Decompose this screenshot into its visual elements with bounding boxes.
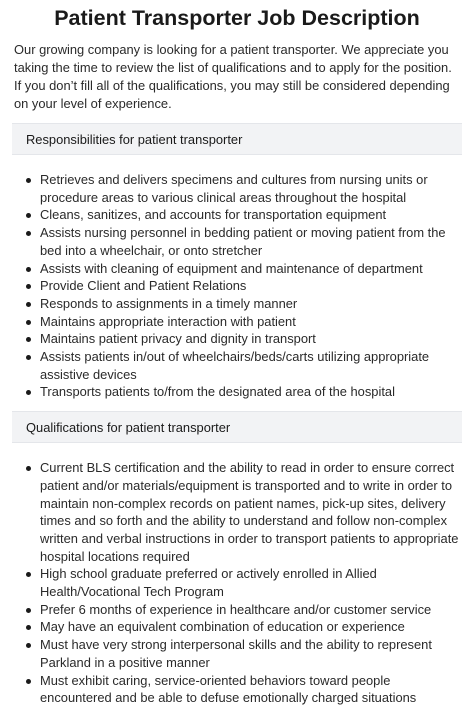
list-item-text: May have an equivalent combination of education or experience (40, 619, 405, 635)
bullet-icon (26, 625, 31, 630)
list-item (26, 565, 462, 600)
qualifications-list (12, 459, 462, 707)
intro-paragraph: Our growing company is looking for a patient transporter. We appreciate you taking the time to review the list of qualifications and to apply for the position. If you don’t fill all of the qualifications, you may still be considered depending on your level of experience. (14, 42, 452, 111)
list-item (26, 636, 462, 671)
bullet-icon (26, 679, 31, 684)
list-item-text: Maintains appropriate interaction with patient (40, 313, 296, 329)
list-item-text: Current BLS certification and the ability to read in order to ensure correct patient and/or materials/equipment is transported and to write in order to maintain non-complex records on patient names, pick-up sites, delivery times and so forth and the ability to understand and follow non-complex written and verbal instructions in order to transport patients to appropriate hospital locations required (40, 460, 459, 564)
bullet-icon (26, 466, 31, 471)
bullet-icon (26, 231, 31, 236)
list-item-text: Assists nursing personnel in bedding patient or moving patient from the bed into a wheelchair, or onto stretcher (40, 225, 446, 258)
bullet-icon (26, 608, 31, 613)
responsibilities-header (12, 123, 462, 155)
list-item-text: Must exhibit caring, service-oriented behaviors toward people encountered and be able to defuse emotionally charged situations (40, 672, 417, 706)
responsibilities-header-label: Responsibilities for patient transporter (26, 131, 243, 147)
list-item (26, 330, 462, 348)
list-item (26, 260, 462, 278)
list-item-text: Provide Client and Patient Relations (40, 278, 247, 294)
bullet-icon (26, 178, 31, 183)
list-item-text: Retrieves and delivers specimens and cultures from nursing units or procedure areas to various clinical areas throughout the hospital (40, 172, 428, 205)
list-item-text: High school graduate preferred or actively enrolled in Allied Health/Vocational Tech Program (40, 566, 377, 600)
list-item (26, 206, 462, 224)
list-item-text: Prefer 6 months of experience in healthcare and/or customer service (40, 601, 432, 617)
list-item-text: Must have very strong interpersonal skills and the ability to represent Parkland in a positive manner (40, 637, 432, 670)
bullet-icon (26, 267, 31, 272)
bullet-icon (26, 213, 31, 218)
list-item (26, 171, 462, 206)
qualifications-header (12, 411, 462, 443)
list-item-text: Responds to assignments in a timely manner (40, 295, 298, 311)
list-item (26, 295, 462, 313)
list-item-text: Transports patients to/from the designated area of the hospital (40, 384, 395, 400)
list-item (26, 459, 462, 565)
responsibilities-list (12, 171, 462, 401)
list-item (26, 601, 462, 619)
bullet-icon (26, 643, 31, 648)
list-item (26, 224, 462, 259)
list-item (26, 277, 462, 295)
list-item (26, 313, 462, 331)
qualifications-section (12, 443, 462, 707)
bullet-icon (26, 337, 31, 342)
bullet-icon (26, 390, 31, 395)
list-item (26, 383, 462, 401)
responsibilities-section (12, 155, 462, 401)
list-item-text: Cleans, sanitizes, and accounts for transportation equipment (40, 207, 387, 223)
list-item-text: Maintains patient privacy and dignity in transport (40, 331, 316, 347)
list-item (26, 618, 462, 636)
list-item (26, 672, 462, 707)
bullet-icon (26, 302, 31, 307)
bullet-icon (26, 355, 31, 360)
qualifications-header-label: Qualifications for patient transporter (26, 419, 231, 435)
list-item-text: Assists with cleaning of equipment and maintenance of department (40, 260, 423, 276)
bullet-icon (26, 284, 31, 289)
list-item (26, 348, 462, 383)
list-item-text: Assists patients in/out of wheelchairs/beds/carts utilizing appropriate assistive devices (40, 349, 430, 382)
bullet-icon (26, 320, 31, 325)
page-title: Patient Transporter Job Description (54, 6, 420, 30)
bullet-icon (26, 572, 31, 577)
